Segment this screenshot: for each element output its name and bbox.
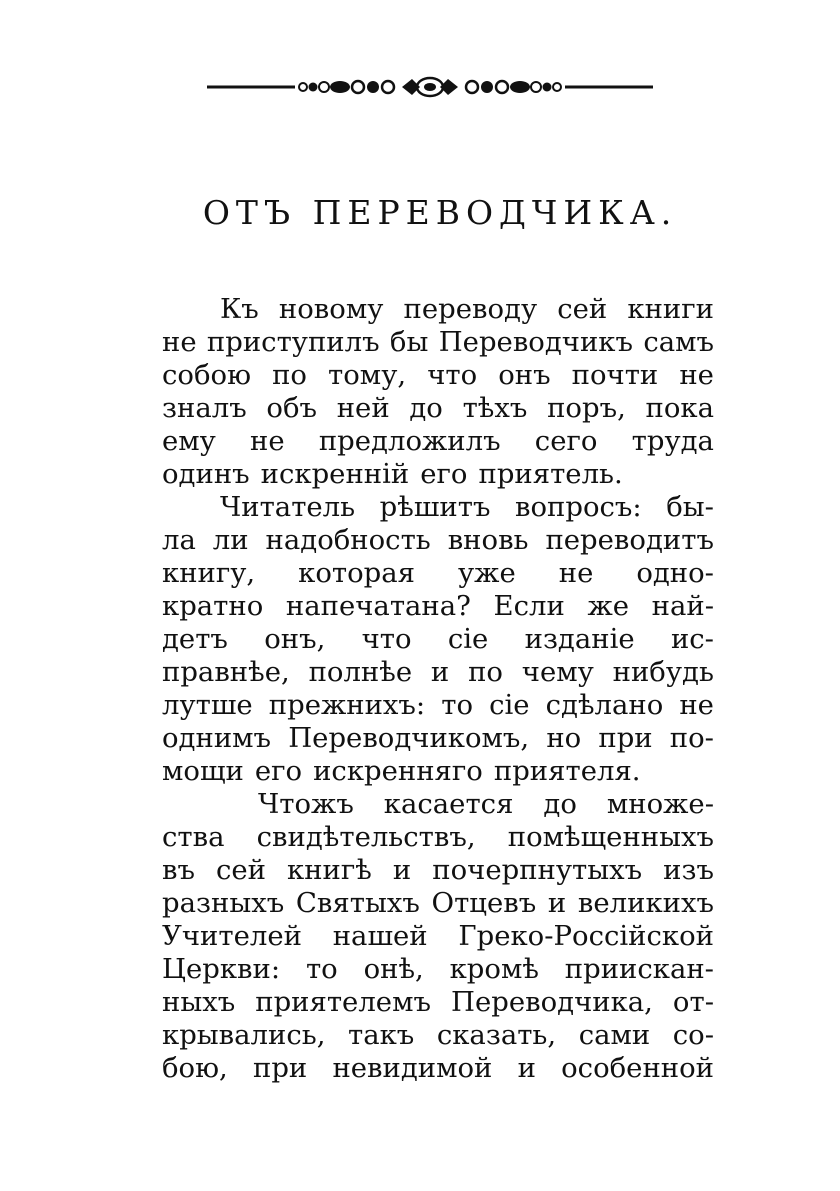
word: множе- (606, 788, 714, 820)
word: почти (571, 359, 659, 391)
word: и (547, 887, 567, 919)
text-line (162, 557, 714, 590)
word: Греко-Россійской (458, 920, 714, 952)
word: бою, (162, 1052, 228, 1084)
word: что (427, 359, 478, 391)
word: Если (493, 590, 565, 622)
word: при (252, 1052, 308, 1084)
word: что (361, 623, 412, 655)
word: Переводчикомъ, (288, 722, 530, 754)
word: Переводчика, (450, 986, 653, 1018)
word: кромѣ (449, 953, 539, 985)
word: сдѣлано (545, 689, 664, 721)
text-line (162, 392, 714, 425)
body-text (162, 293, 714, 1085)
word: невидимой (332, 1052, 493, 1084)
text-line (162, 1052, 714, 1085)
word: поръ, (547, 392, 626, 424)
word: ла (162, 524, 196, 556)
word: приятеля. (493, 755, 641, 787)
ornament-divider (207, 70, 653, 104)
word: детъ (162, 623, 228, 655)
word: такъ (348, 1019, 415, 1051)
word: зналъ (162, 392, 247, 424)
word: же (587, 590, 630, 622)
text-line (162, 755, 714, 788)
word: но (546, 722, 582, 754)
word: труда (631, 425, 714, 457)
word: объ (266, 392, 318, 424)
word: не (558, 557, 594, 589)
text-line (162, 491, 714, 524)
text-line (162, 887, 714, 920)
word: ства (162, 821, 225, 853)
word: сей (216, 854, 267, 886)
text-line (162, 656, 714, 689)
word: лутше (162, 689, 253, 721)
word: ней (336, 392, 390, 424)
text-line (162, 359, 714, 392)
word: тому, (328, 359, 407, 391)
word: однимъ (162, 722, 272, 754)
word: чему (521, 656, 594, 688)
word: ему (162, 425, 216, 457)
word: кратно (162, 590, 264, 622)
text-line (162, 986, 714, 1019)
text-line (162, 821, 714, 854)
word: не (162, 326, 197, 358)
word: и (430, 656, 450, 688)
word: не (679, 359, 714, 391)
word: нибудь (612, 656, 714, 688)
word: не (679, 689, 714, 721)
word: до (543, 788, 577, 820)
word: сего (534, 425, 598, 457)
word: одно- (636, 557, 714, 589)
text-line (162, 953, 714, 986)
word: то (441, 689, 474, 721)
word: Святыхъ (295, 887, 420, 919)
word: почерпнутыхъ (432, 854, 643, 886)
word: сіе (447, 623, 489, 655)
word: и (517, 1052, 536, 1084)
word: ныхъ (162, 986, 236, 1018)
word: мощи (162, 755, 244, 787)
word: Церкви: (162, 953, 281, 985)
word: приятель. (478, 458, 623, 490)
text-line (162, 326, 714, 359)
word: крывались, (162, 1019, 326, 1051)
word: уже (458, 557, 516, 589)
word: которая (298, 557, 416, 589)
word: приступилъ (206, 326, 380, 358)
word: правнѣе, (162, 656, 290, 688)
word: искренній (260, 458, 410, 490)
text-line (162, 854, 714, 887)
word: предложилъ (318, 425, 501, 457)
word: сіе (489, 689, 530, 721)
word: полнѣе (308, 656, 413, 688)
word: собою (162, 359, 252, 391)
word: ис- (670, 623, 714, 655)
word: его (420, 458, 468, 490)
word: переводитъ (545, 524, 714, 556)
word: по (272, 359, 307, 391)
word: онъ, (264, 623, 326, 655)
word: Отцевъ (431, 887, 537, 919)
word: тѣхъ (462, 392, 528, 424)
word: Переводчикъ (438, 326, 633, 358)
word: Къ (220, 293, 259, 325)
word: вопросъ: (514, 491, 642, 523)
word: со- (672, 1019, 714, 1051)
text-line (162, 788, 714, 821)
word: самъ (643, 326, 714, 358)
word: бы (389, 326, 429, 358)
text-line (162, 458, 714, 491)
word: свидѣтельствъ, (256, 821, 476, 853)
text-line (162, 920, 714, 953)
text-line (162, 524, 714, 557)
word: от- (672, 986, 714, 1018)
word: вновь (447, 524, 529, 556)
word: при (598, 722, 653, 754)
word: не (250, 425, 285, 457)
word: одинъ (162, 458, 250, 490)
word: надобность (265, 524, 431, 556)
word: изданіе (524, 623, 635, 655)
word: помѣщенныхъ (507, 821, 714, 853)
word: и (392, 854, 412, 886)
word: рѣшитъ (379, 491, 491, 523)
word: Учителей (162, 920, 302, 952)
word: пока (645, 392, 714, 424)
word: прежнихъ: (268, 689, 426, 721)
text-line (162, 425, 714, 458)
word: напечатана? (285, 590, 471, 622)
word: изъ (663, 854, 714, 886)
word: нашей (332, 920, 428, 952)
text-line (162, 1019, 714, 1052)
word: по- (669, 722, 714, 754)
word: въ (162, 854, 195, 886)
word: искренняго (313, 755, 483, 787)
word: книгѣ (287, 854, 372, 886)
word: книги (627, 293, 714, 325)
word: сей (557, 293, 608, 325)
word: сказать, (436, 1019, 557, 1051)
word: Читатель (220, 491, 356, 523)
word: онъ (498, 359, 551, 391)
text-line (162, 623, 714, 656)
word: най- (651, 590, 714, 622)
word: приятелемъ (255, 986, 431, 1018)
page-title: ОТЪ ПЕРЕВОДЧИКА. (202, 193, 678, 232)
text-line (162, 590, 714, 623)
word: великихъ (577, 887, 714, 919)
text-line (162, 689, 714, 722)
word: сами (578, 1019, 651, 1051)
word: касается (383, 788, 514, 820)
word: разныхъ (162, 887, 285, 919)
text-line (162, 293, 714, 326)
word: новому (278, 293, 384, 325)
word: особенной (561, 1052, 714, 1084)
word: онѣ, (363, 953, 424, 985)
word: ли (212, 524, 249, 556)
word: то (305, 953, 338, 985)
word: до (409, 392, 443, 424)
word: книгу, (162, 557, 256, 589)
word: Чтожъ (258, 788, 354, 820)
word: переводу (403, 293, 538, 325)
word: бы- (666, 491, 714, 523)
word: по (468, 656, 503, 688)
word: приискан- (564, 953, 714, 985)
text-line (162, 722, 714, 755)
word: его (254, 755, 303, 787)
